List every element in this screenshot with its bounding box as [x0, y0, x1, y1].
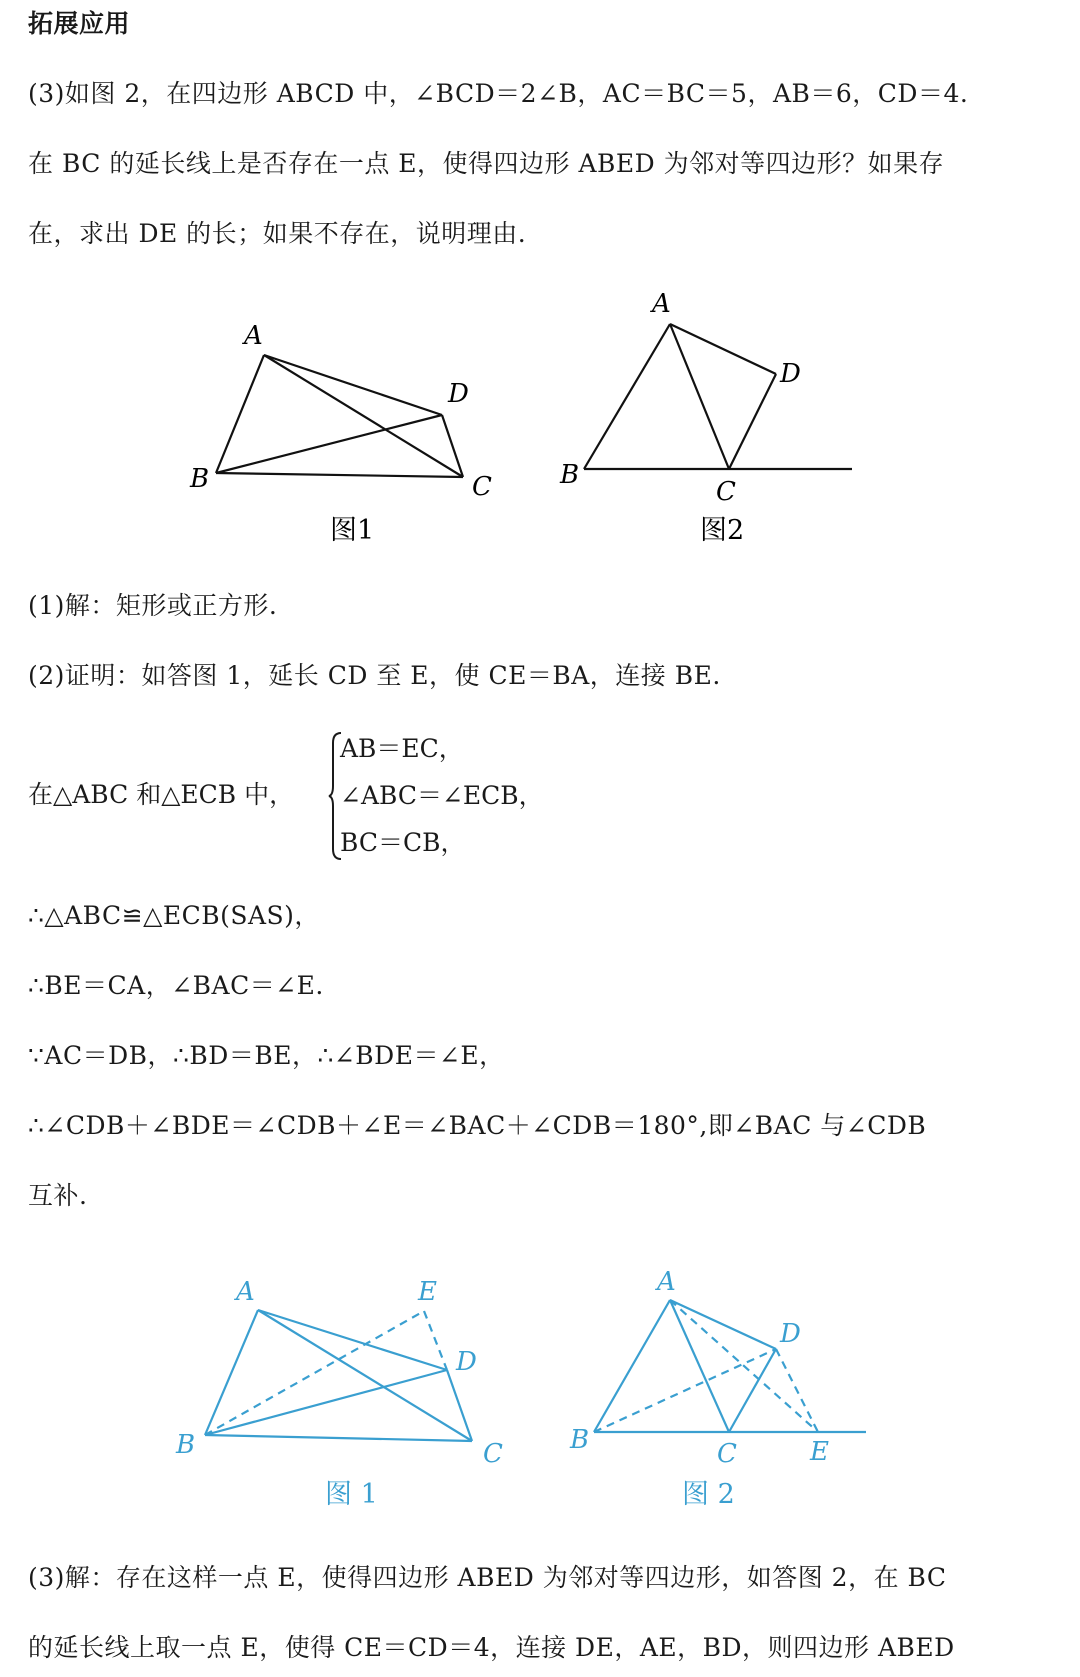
segment-DA: [258, 1310, 447, 1370]
fig2-caption: 图2: [700, 515, 745, 546]
segment-DE-dashed: [776, 1349, 818, 1432]
segment-DA: [264, 355, 442, 415]
answer-1: (1)解：矩形或正方形.: [28, 591, 278, 620]
condition-item: AB＝EC，: [340, 734, 464, 763]
answer-2-intro: (2)证明：如答图 1，延长 CD 至 E，使 CE＝BA，连接 BE.: [28, 661, 721, 690]
figure-1: [216, 355, 463, 477]
segment-AC: [264, 355, 463, 477]
fig2-label-D: D: [780, 359, 801, 389]
segment-AD: [670, 324, 776, 374]
condition-item: ∠ABC＝∠ECB，: [340, 781, 544, 810]
fig1-caption: 图1: [330, 515, 375, 546]
ans-fig1-caption: 图 1: [325, 1479, 378, 1510]
segment-AB: [584, 324, 670, 469]
problem-figures: [0, 282, 1080, 552]
segment-AB: [594, 1300, 670, 1432]
problem-3-line-3: 在，求出 DE 的长；如果不存在，说明理由.: [28, 219, 527, 248]
fig2-label-B: B: [560, 460, 580, 490]
answer-figure-1: [205, 1310, 472, 1441]
answer-2-step-2: ∴BE＝CA，∠BAC＝∠E.: [28, 971, 324, 1000]
answer-3-line-1: (3)解：存在这样一点 E，使得四边形 ABED 为邻对等四边形，如答图 2，在 BC: [28, 1563, 947, 1592]
fig1-label-C: C: [472, 472, 492, 502]
ans-fig1-label-E: E: [418, 1277, 437, 1307]
answer-figures: [0, 1270, 1080, 1520]
ans-fig2-label-D: D: [780, 1319, 801, 1349]
segment-ED-dashed: [424, 1311, 447, 1370]
segment-DC: [729, 374, 776, 469]
segment-CD: [442, 415, 463, 477]
answer-2-step-3: ∵AC＝DB，∴BD＝BE，∴∠BDE＝∠E，: [28, 1041, 505, 1070]
ans-fig2-label-A: A: [657, 1270, 676, 1297]
segment-AB: [205, 1310, 258, 1435]
section-heading: 拓展应用: [28, 9, 131, 38]
segment-BE-dashed: [205, 1311, 424, 1435]
segment-BC: [205, 1435, 472, 1441]
ans-fig2-caption: 图 2: [682, 1479, 735, 1510]
segment-AC: [670, 324, 729, 469]
segment-AC: [258, 1310, 472, 1441]
figure-2: [584, 324, 852, 469]
fig2-label-C: C: [716, 477, 736, 507]
answer-3-line-2: 的延长线上取一点 E，使得 CE＝CD＝4，连接 DE，AE，BD，则四边形 ABED: [28, 1633, 955, 1662]
triangles-lead: 在△ABC 和△ECB 中，: [28, 780, 295, 809]
fig1-label-A: A: [244, 321, 263, 351]
condition-item: BC＝CB，: [340, 828, 466, 857]
answer-figure-2: [594, 1300, 866, 1432]
answer-2-step-4: ∴∠CDB＋∠BDE＝∠CDB＋∠E＝∠BAC＋∠CDB＝180°,即∠BAC 与∠CDB: [28, 1111, 927, 1140]
segment-AC: [670, 1300, 729, 1432]
ans-fig2-label-C: C: [717, 1439, 737, 1469]
segment-CD: [447, 1370, 472, 1441]
ans-fig1-label-A: A: [236, 1277, 255, 1307]
ans-fig1-label-C: C: [483, 1439, 503, 1469]
segment-AB: [216, 355, 264, 473]
fig2-label-A: A: [652, 289, 671, 319]
ans-fig1-label-D: D: [456, 1347, 477, 1377]
condition-list: [340, 725, 544, 866]
ans-fig2-label-E: E: [810, 1437, 829, 1467]
ans-fig2-label-B: B: [570, 1425, 590, 1455]
segment-BC: [216, 473, 463, 477]
segment-AD: [670, 1300, 776, 1349]
problem-3-line-1: (3)如图 2，在四边形 ABCD 中，∠BCD＝2∠B，AC＝BC＝5，AB＝6，CD＝4.: [28, 79, 969, 108]
fig1-label-B: B: [190, 464, 210, 494]
problem-3-line-2: 在 BC 的延长线上是否存在一点 E，使得四边形 ABED 为邻对等四边形？如果存: [28, 149, 945, 178]
answer-2-step-1: ∴△ABC≌△ECB(SAS)，: [28, 901, 320, 930]
fig1-label-D: D: [448, 379, 469, 409]
segment-BD-dashed: [594, 1349, 776, 1432]
segment-DC: [729, 1349, 776, 1432]
ans-fig1-label-B: B: [176, 1430, 196, 1460]
answer-2-step-5: 互补.: [28, 1181, 88, 1210]
